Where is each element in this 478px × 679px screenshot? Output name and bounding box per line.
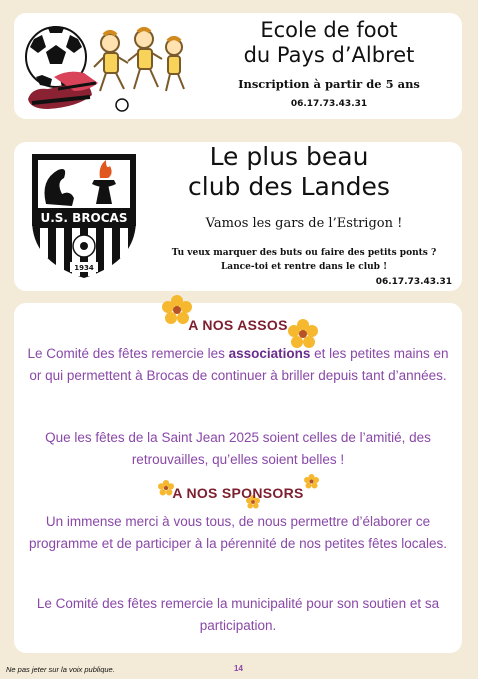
football-school-card bbox=[14, 13, 462, 119]
club-title-line1: Le plus beau bbox=[209, 142, 369, 171]
club-logo-name: U.S. BROCAS bbox=[40, 211, 128, 225]
club-card bbox=[14, 142, 462, 291]
club-phone: 06.17.73.43.31 bbox=[375, 277, 452, 287]
page-number: 14 bbox=[234, 664, 243, 673]
assos-paragraph-1: Le Comité des fêtes remercie les associations et les petites mains en or qui permettent à Brocas de continuer à briller depuis tant d’années. bbox=[27, 346, 449, 383]
football-kids-illustration bbox=[18, 17, 198, 117]
school-title-line1: Ecole de foot bbox=[260, 18, 398, 42]
sponsors-paragraph-1: Un immense merci à vous tous, de nous permettre d’élaborer ce programme et de participer à la pérennité de nos petites fêtes locales. bbox=[29, 514, 447, 551]
school-subtitle: Inscription à partir de 5 ans bbox=[238, 77, 420, 91]
assos-paragraph-2: Que les fêtes de la Saint Jean 2025 soient celles de l’amitié, des retrouvailles, qu’elles soient belles ! bbox=[45, 430, 431, 467]
sponsors-paragraph-2: Le Comité des fêtes remercie la municipalité pour son soutien et sa participation. bbox=[36, 596, 440, 633]
club-message-line1: Tu veux marquer des buts ou faire des petits ponts ? bbox=[171, 248, 437, 258]
school-title-line2: du Pays d’Albret bbox=[243, 43, 415, 67]
club-message bbox=[154, 246, 454, 274]
associations-highlight: associations bbox=[228, 346, 311, 361]
club-logo bbox=[28, 150, 140, 282]
thanks-card bbox=[14, 303, 462, 653]
club-slogan: Vamos les gars de l’Estrigon ! bbox=[205, 216, 403, 231]
footer-note: Ne pas jeter sur la voix publique. bbox=[6, 665, 115, 674]
assos-heading: A NOS ASSOS bbox=[188, 317, 288, 333]
school-phone: 06.17.73.43.31 bbox=[290, 99, 368, 109]
club-logo-year: 1934 bbox=[74, 264, 94, 272]
club-title bbox=[164, 142, 414, 202]
club-message-line2: Lance-toi et rentre dans le club ! bbox=[220, 262, 388, 272]
sponsors-heading: A NOS SPONSORS bbox=[172, 485, 304, 501]
club-title-line2: club des Landes bbox=[188, 172, 390, 201]
school-title bbox=[204, 18, 454, 68]
running-kids-icon bbox=[94, 29, 184, 111]
